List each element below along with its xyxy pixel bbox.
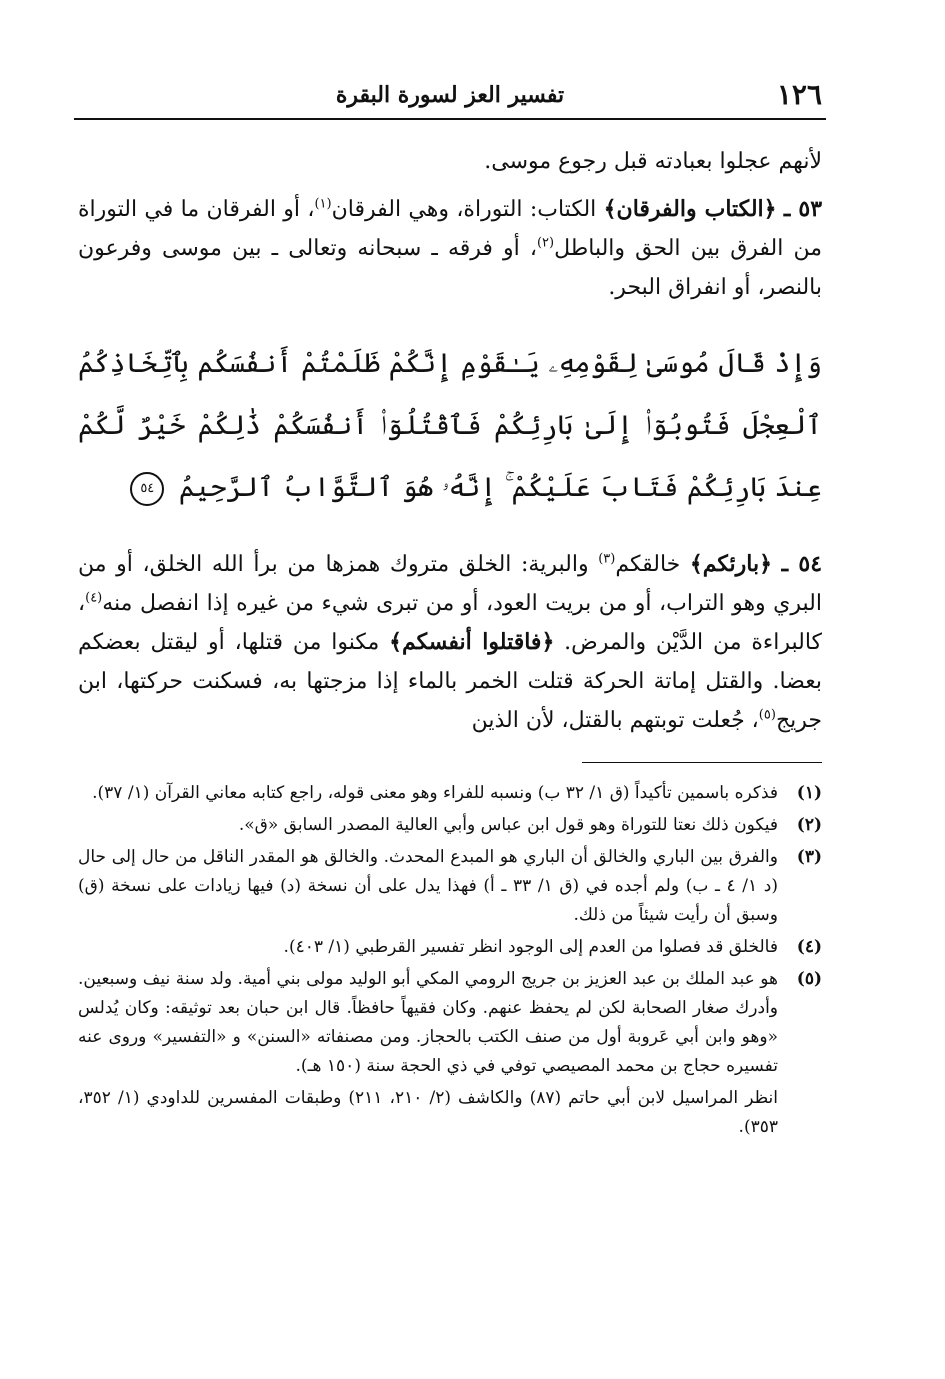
- footnote: [78, 779, 822, 808]
- footnote-ref[interactable]: (٤): [85, 590, 103, 606]
- quran-heading: ﴿الكتاب والفرقان﴾: [603, 196, 777, 222]
- paragraph-text: خالقكم: [615, 552, 690, 577]
- footnote-number: (٢): [796, 815, 822, 835]
- footnote-number: (٤): [796, 937, 822, 957]
- header-rule: [74, 118, 826, 120]
- footnote-separator: [582, 762, 822, 763]
- footnote: [78, 843, 822, 930]
- footnote-ref[interactable]: (٢): [536, 235, 555, 251]
- paragraph-text: الكتاب: التوراة، وهي الفرقان: [331, 197, 604, 222]
- book-page: [78, 78, 822, 1142]
- quran-heading: ﴿بارئكم﴾: [689, 551, 773, 577]
- paragraph-text: مكنوا من قتلها، أو ليقتل بعضكم بعضا. والقتل إماتة الحركة قتلت الخمر بالماء إذا مزجتها به، فسكنت حركتها، ابن جريج: [78, 630, 822, 733]
- footnote-text: فالخلق قد فصلوا من العدم إلى الوجود انظر تفسير القرطبي (١/ ٤٠٣).: [283, 937, 778, 957]
- footnote: [78, 965, 822, 1081]
- paragraph-text: ، جُعلت توبتهم بالقتل، لأن الذين: [471, 708, 759, 733]
- verse-text: وَإِذْ قَالَ مُوسَىٰ لِقَوْمِهِۦ يَـٰقَوْمِ إِنَّكُمْ ظَلَمْتُمْ أَنفُسَكُم بِٱتِّخَاذِكُمُ ٱلْعِجْلَ فَتُوبُوٓا۟ إِلَىٰ بَارِئِكُمْ فَٱقْتُلُوٓا۟ أَنفُسَكُمْ ذَٰلِكُمْ خَيْرٌ لَّكُمْ عِندَ بَارِئِكُمْ فَتَابَ عَلَيْكُمْ ۚ إِنَّهُۥ هُوَ ٱلتَّوَّابُ ٱلرَّحِيمُ: [78, 348, 822, 503]
- footnotes: [78, 779, 822, 1142]
- paragraph-53: [78, 190, 822, 307]
- quran-heading: ﴿فاقتلوا أنفسكم﴾: [389, 629, 555, 655]
- footnote-ref[interactable]: (٥): [758, 707, 776, 723]
- quran-verse: [78, 333, 822, 519]
- footnote-text: فذكره باسمين تأكيداً (ق ١/ ٣٢ ب) ونسبه للفراء وهو معنى قوله، راجع كتابه معاني القرآن (١/ ٣٧).: [92, 783, 778, 803]
- footnote: [78, 933, 822, 962]
- main-text: [78, 142, 822, 740]
- footnote: [78, 811, 822, 840]
- paragraph-text: ، أو فرقه ـ سبحانه وتعالى ـ بين موسى وفرعون بالنصر، أو انفراق البحر.: [78, 236, 822, 300]
- footnote-text: هو عبد الملك بن عبد العزيز بن جريج الرومي المكي أبو الوليد مولى بني أمية. ولد سنة نيف وسبعين. وأدرك صغار الصحابة لكن لم يحفظ عنهم. وكان فقيهاً حافظاً. قال ابن حبان بعد توثيقه: وكان يُدلس «وهو وابن أبي عَروبة أول من صنف الكتب بالحجاز. ومن مصنفاته «السنن» و «التفسير» وروى عنه تفسيره حجاج بن محمد المصيصي توفي في ذي الحجة سنة (١٥٠ هـ).: [78, 969, 778, 1076]
- paragraph-54: [78, 545, 822, 740]
- paragraph-intro: لأنهم عجلوا بعبادته قبل رجوع موسى.: [484, 149, 822, 174]
- footnote-number: (١): [796, 783, 822, 803]
- footnote-text: والفرق بين الباري والخالق أن الباري هو المبدع المحدث. والخالق هو المقدر الناقل من حال إلى حال (د ١/ ٤ ـ ب) ولم أجده في (ق ١/ ٣٣ ـ أ) فهذا يدل على أن نسخة (د) فيها زيادات على نسخة (ق) وسبق أن رأيت شيئاً من ذلك.: [78, 847, 778, 925]
- footnote-ref[interactable]: (٣): [598, 551, 616, 567]
- footnote-text: فيكون ذلك نعتا للتوراة وهو قول ابن عباس وأبي العالية المصدر السابق «ق».: [238, 815, 778, 835]
- paragraph-text: ، أو الفرقان ما في التوراة من الفرق بين الحق والباطل: [78, 197, 822, 261]
- page-header: [78, 78, 822, 116]
- footnote-number: (٥): [796, 969, 822, 989]
- page-number: ١٢٦: [776, 78, 822, 111]
- footnote-ref[interactable]: (١): [314, 196, 332, 212]
- entry-number: ٥٤ ـ: [781, 551, 823, 577]
- footnote-number: (٣): [796, 847, 822, 867]
- entry-number: ٥٣ ـ: [783, 196, 823, 222]
- running-title: تفسير العز لسورة البقرة: [335, 82, 565, 108]
- ayah-number-marker: ٥٤: [130, 472, 164, 506]
- paragraph-text: والبرية: الخلق متروك همزها من برأ الله الخلق، أو من البري وهو التراب، أو من بريت العود، أو من تبرى شيء من غيره إذا انفصل منه: [78, 552, 822, 616]
- footnote-continuation: انظر المراسيل لابن أبي حاتم (٨٧) والكاشف (٢/ ٢١٠، ٢١١) وطبقات المفسرين للداودي (١/ ٣٥٢، ٣٥٣).: [78, 1088, 778, 1137]
- paragraph-text: ، كالبراءة من الدَّيْن والمرض.: [78, 591, 823, 655]
